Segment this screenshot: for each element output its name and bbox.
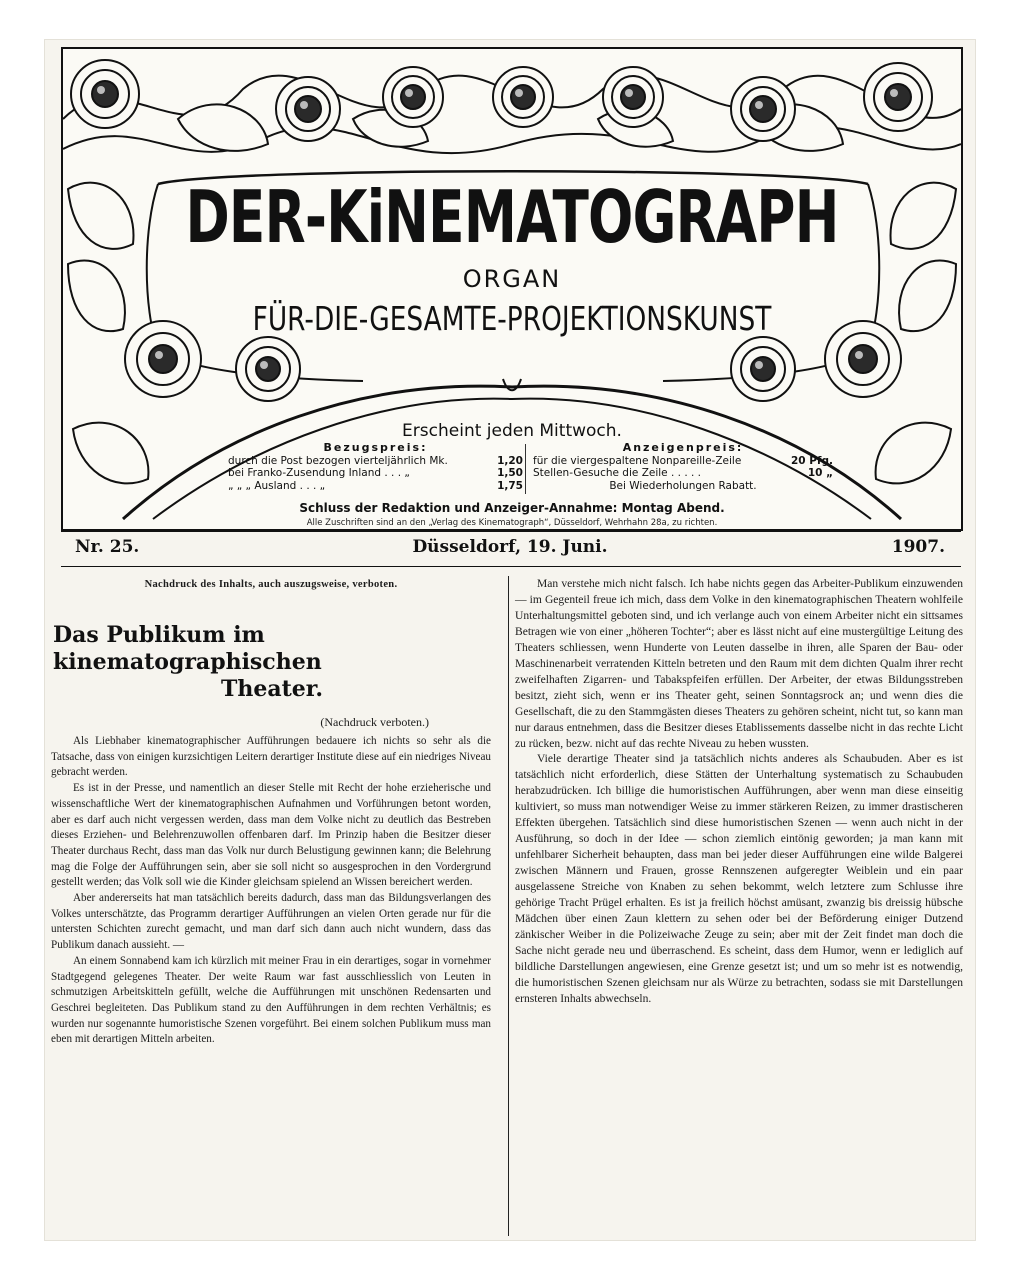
price-row: Stellen-Gesuche die Zeile . . . . . 10 „ (533, 467, 833, 479)
masthead-title: DER-KiNEMATOGRAPH (185, 175, 839, 259)
dateline-rule-bottom (61, 566, 961, 567)
editorial-deadline: Schluss der Redaktion und Anzeiger-Annahme: Montag Abend. (299, 501, 725, 515)
issue-number: Nr. 25. (75, 537, 140, 557)
article-paragraph: Man verstehe mich nicht falsch. Ich habe nichts gegen das Arbeiter-Publikum einzuwenden — im Gegenteil freue ich mich, dass dem Volke in den kinematographischen Theatern wohlfeile Unterhaltungsmittel geboten sind, und ich verlange auch von einem Arbeiter nicht ein sittsames Betragen wie von einer „höheren Tochter“; aber es lässt nicht auf eine mustergültige Leitung des Theaters schliessen, wenn Hunderte von Leuten dasselbe in ihren, alle Sparen der Bau- oder Maschinenarbeit verratenden Kitteln betreten und den Raum mit dem dichten Qualm ihrer recht zweifelhaften Zigarren- und Tabakspfeifen erfüllen. Der Arbeiter, der etwas Bildungsstreben besitzt, zieht sich, wenn er ins Theater geht, seinen Sonntagsrock an; und wenn dies die Gesellschaft, die zu den Stammgästen dieses Theaters zu gehören scheint, nicht tut, so kann man nur daraus entnehmen, dass die Besitzer dieses Etablissements dasselbe nicht in das rechte Licht zu rücken, bezw. nicht auf das rechte Niveau zu heben wussten. (515, 578, 963, 750)
advertising-heading: Anzeigenpreis: (622, 441, 744, 454)
issue-year: 1907. (891, 537, 945, 557)
masthead-organ: ORGAN (462, 265, 562, 293)
article-paragraph: Es ist in der Presse, und namentlich an dieser Stelle mit Recht der hohe erzieherische und wissenschaftliche Wert der kinematographischen Aufnahmen und Vorführungen betont worden, aber es darf auch nicht vergessen werden, dass man dem Volke nicht zu deutlich das Bestreben dieses Erziehen- und Belehrenzuwollen offenbaren darf. Im Prinzip haben die Besitzer dieser Theater durchaus Recht, dass man das Volk nur durch Belustigung gewinnen kann; die Belehrung mag die Folge der Aufführungen sein, aber sie soll nicht so ausgesprochen in den Vordergrund gestellt werden; das Volk soll wie die Kinder gleichsam spielend an Wissen bereichert werden. (51, 782, 491, 889)
article-paragraph: Als Liebhaber kinematographischer Aufführungen bedauere ich nichts so sehr als die Tatsache, dass von einigen kurzsichtigen Leitern derartiger Institute diese auf ein niedriges Niveau gebracht werden. (51, 735, 491, 779)
newspaper-page (45, 40, 975, 1240)
article-title (53, 622, 491, 703)
article-title-line2: Theater. (220, 676, 323, 702)
price-row: „ „ „ Ausland . . . „ 1,75 (228, 479, 523, 492)
issue-place-date: Düsseldorf, 19. Juni. (412, 537, 608, 557)
dateline (75, 537, 945, 561)
left-column (51, 577, 491, 1048)
dateline-rule-top (61, 530, 961, 532)
masthead-subtitle: FÜR-DIE-GESAMTE-PROJEKTIONSKUNST (252, 299, 772, 338)
price-row: bei Franko-Zusendung Inland . . . „ 1,50 (228, 467, 523, 479)
column-divider (508, 576, 509, 1236)
subscription-heading: Bezugspreis: (323, 441, 428, 454)
article-byline: (Nachdruck verboten.) (320, 715, 429, 729)
masthead (61, 47, 963, 531)
price-row: Bei Wiederholungen Rabatt. (609, 479, 757, 492)
price-divider (525, 444, 526, 494)
article-paragraph: An einem Sonnabend kam ich kürzlich mit meiner Frau in ein derartiges, sogar in vornehmer Stadtgegend gelegenes Theater. Der weite Raum war fast ausschliesslich von Leuten in schmutzigen Arbeitskitteln gefüllt, welche die Aufführungen mit unschönen Redensarten und Geschrei begleiteten. Das Publikum stand zu den Aufführungen in dem rechten Verhältnis; es wurden nur sogenannte humoristische Szenen vorgeführt. Bei einem solchen Publikum muss man eben mit derartigen Mitteln arbeiten. (51, 954, 491, 1046)
publication-frequency: Erscheint jeden Mittwoch. (402, 421, 622, 441)
advertising-prices (533, 442, 833, 492)
right-column (515, 577, 963, 1008)
reprint-notice: Nachdruck des Inhalts, auch auszugsweise, verboten. (144, 579, 398, 590)
article-paragraph: Aber andererseits hat man tatsächlich bereits dadurch, dass man das Bildungsverlangen des Volkes unterschätzte, das Programm derartiger Aufführungen an vielen Orten gerade nur für die untersten Schichten zurecht gemacht, und man darf sich dann auch nicht wundern, dass das Publikum danach aussieht. — (51, 892, 491, 952)
article-paragraph: Viele derartige Theater sind ja tatsächlich nichts anderes als Schaubuden. Aber es ist tatsächlich nicht erforderlich, diese Stätten der Unterhaltung systematisch zu Schaubuden herabzudrücken. Ich billige die humoristischen Aufführungen, aber wenn man diese einseitig kultiviert, so muss man notwendiger Weise zu immer stärkeren Reizen, zu immer drastischeren Effekten übergehen. Tatsächlich sind diese humoristischen Szenen — wenn auch nicht in der Ausführung, so doch in der Idee — schon ziemlich eintönig geworden; ja man kann mit unfehlbarer Sicherheit behaupten, dass man bei jeder dieser Aufführungen eine wilde Balgerei zwischen Männern und Frauen, grosse Rennszenen aufgeregter Weiblein und ein paar ausgelassene Streiche von Knaben zu sehen bekommt, welch letztere zum Schlusse ihre gehörige Tracht Prügel erhalten. Es ist ja freilich höchst amüsant, zwanzig bis dreissig hübsche Mädchen über einen Zaun klettern zu sehen oder bei der Beförderung einiger Dutzend zänkischer Weiber in die Polizeiwache Zeuge zu sein; aber mit der Zeit findet man doch die Sache nicht gerade neu und überraschend. Es scheint, dass dem Humor, wenn er lediglich auf bildliche Darstellungen angewiesen, eine Grenze gesetzt ist; und um so mehr ist es notwendig, die humoristischen Szenen gleichsam nur als Würze zu betrachten, sodass sie mit Darstellungen ernsteren Inhalts abwechseln. (515, 753, 963, 1005)
subscription-prices (228, 442, 523, 492)
price-row: durch die Post bezogen vierteljährlich Mk. 1,20 (228, 454, 523, 467)
price-row: für die viergespaltene Nonpareille-Zeile 20 Pfg. (533, 454, 833, 467)
publisher-address: Alle Zuschriften sind an den „Verlag des Kinematograph“, Düsseldorf, Wehrhahn 28a, zu richten. (306, 518, 718, 528)
article-title-line1: Das Publikum im kinematographischen (53, 622, 322, 675)
